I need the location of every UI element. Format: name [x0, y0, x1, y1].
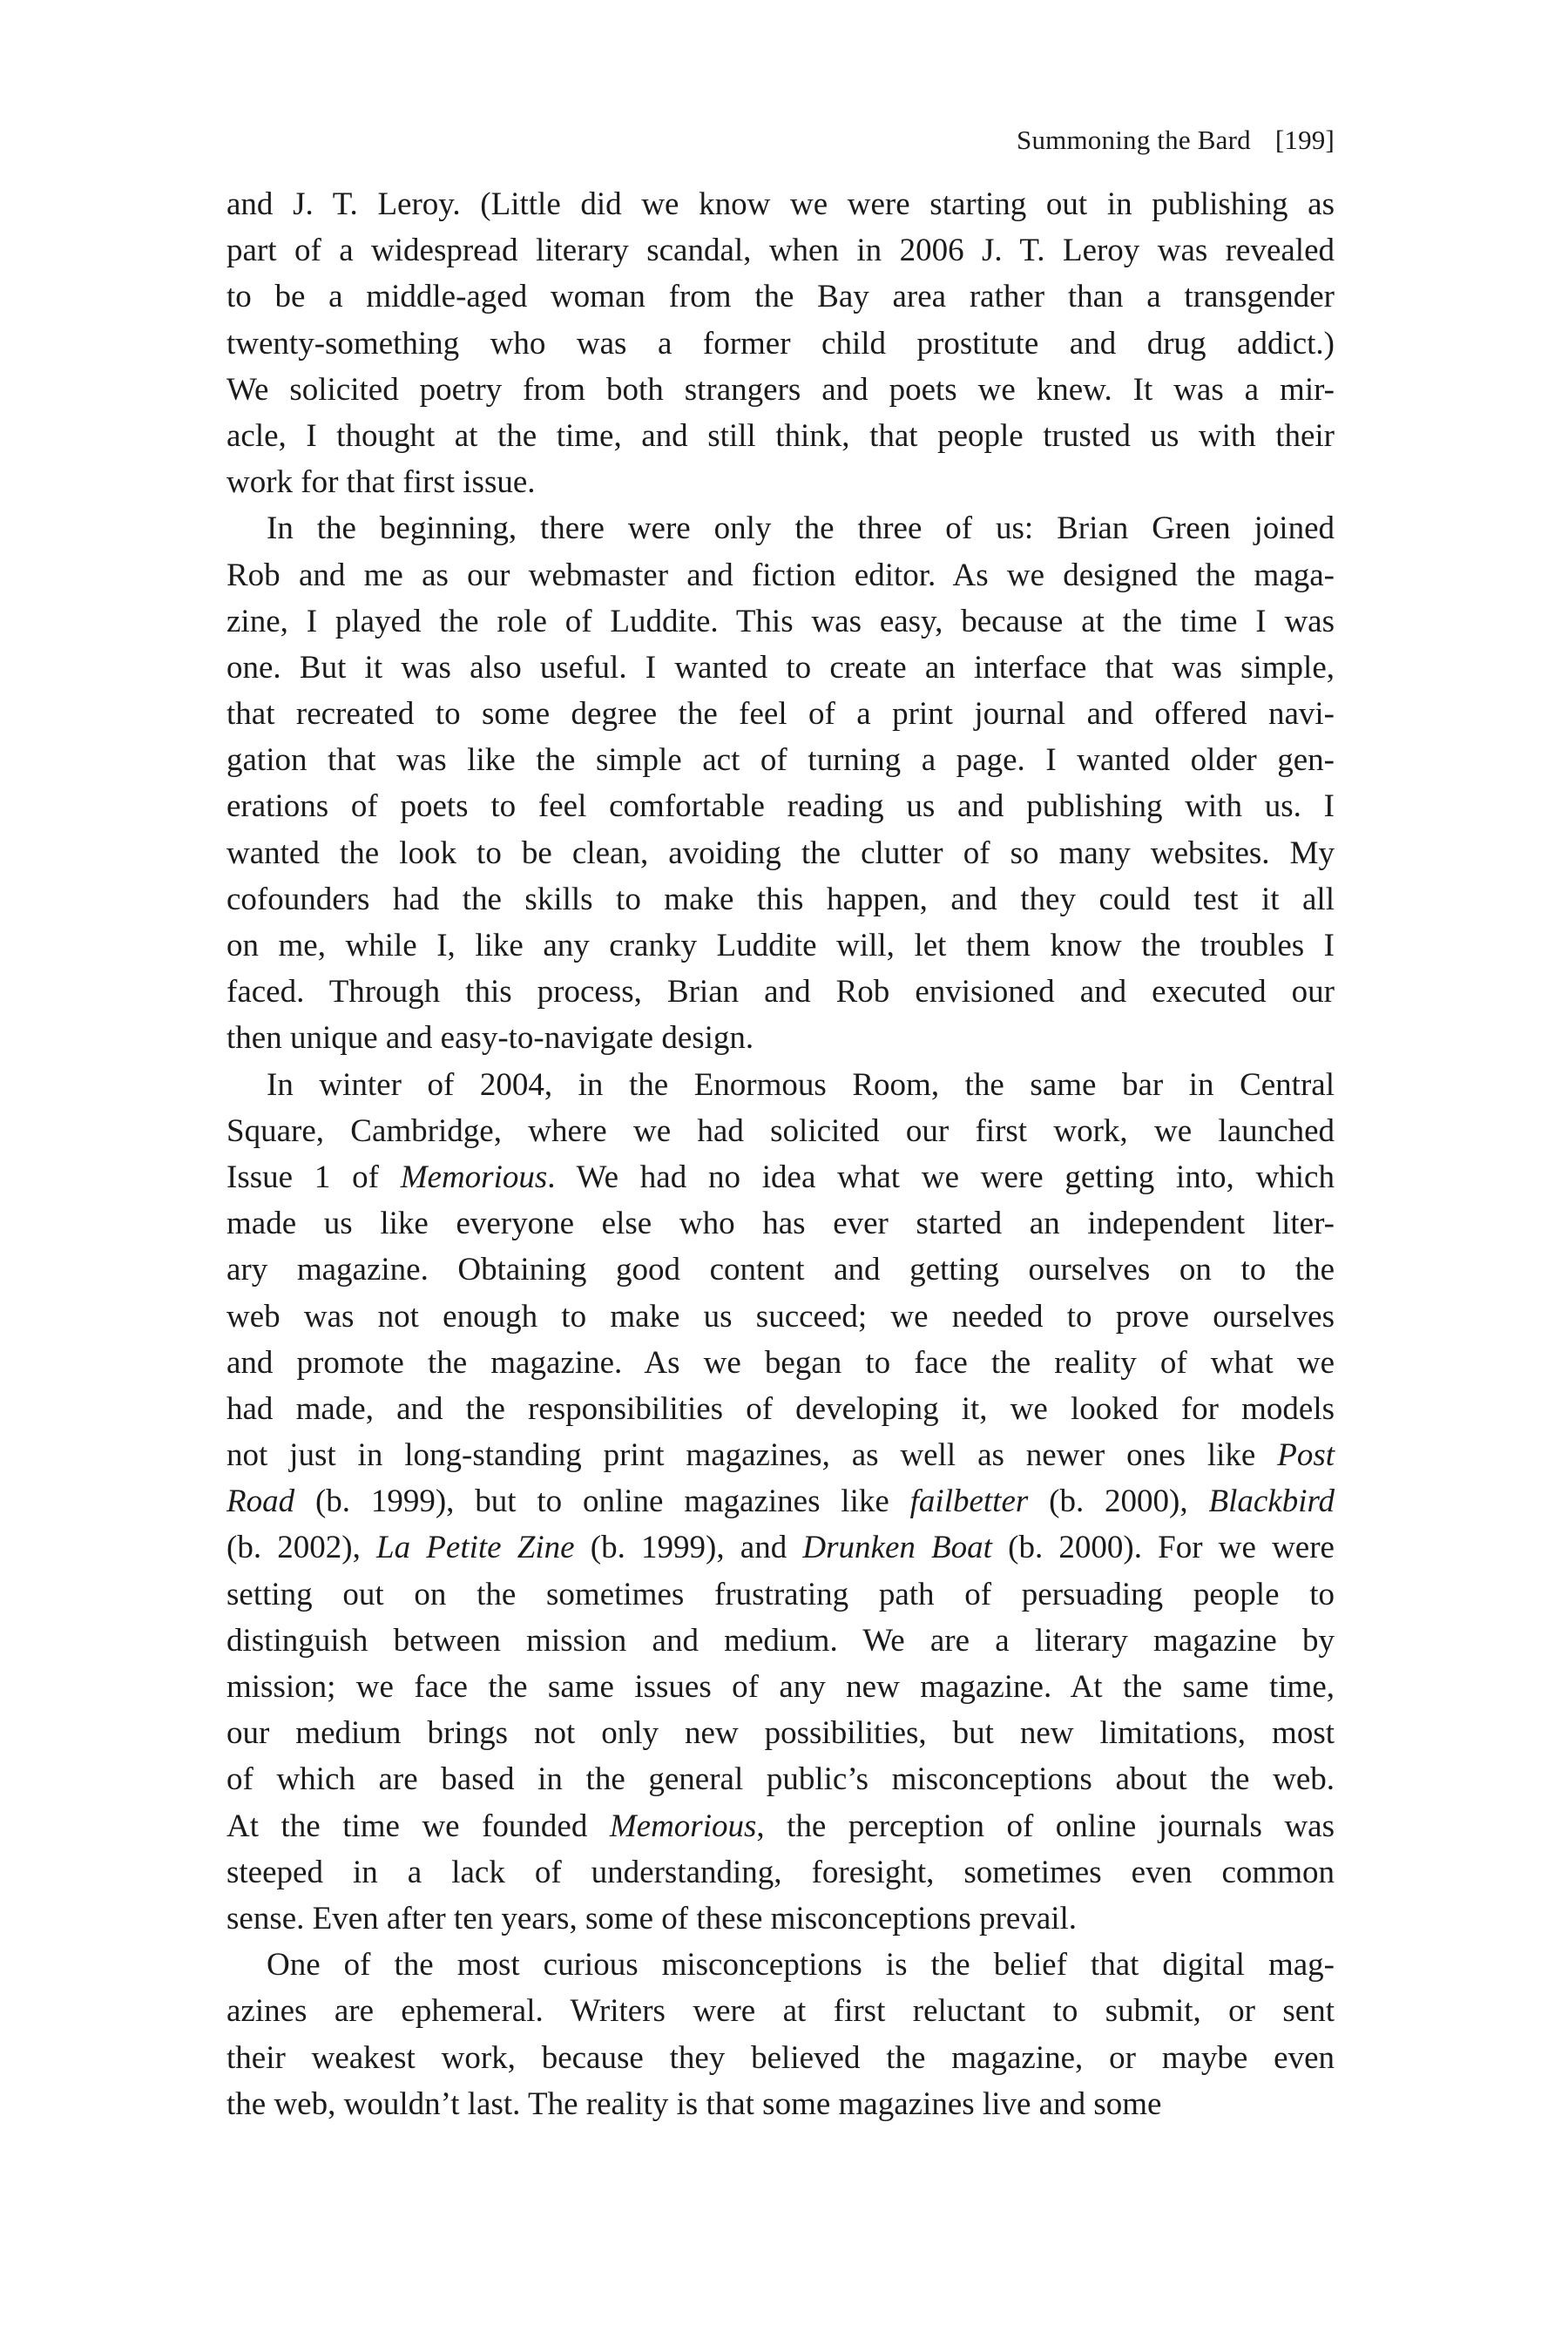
text-line: made us like everyone else who has ever started an independent liter-: [226, 1206, 1335, 1242]
text-line: steeped in a lack of understanding, foresight, sometimes even common: [226, 1854, 1335, 1890]
italic-title: failbetter: [909, 1484, 1029, 1520]
paragraph: [226, 1942, 1335, 2127]
text-line: wanted the look to be clean, avoiding the clutter of so many websites. My: [226, 835, 1335, 871]
text-line: faced. Through this process, Brian and Rob envisioned and executed our: [226, 974, 1335, 1010]
text-line: acle, I thought at the time, and still think, that people trusted us with their: [226, 417, 1335, 454]
text-line: of which are based in the general public’s misconceptions about the web.: [226, 1761, 1335, 1798]
text-line: zine, I played the role of Luddite. This was easy, because at the time I was: [226, 603, 1335, 639]
paragraph: [226, 505, 1335, 1061]
text-line: on me, while I, like any cranky Luddite will, let them know the troubles I: [226, 928, 1335, 963]
text-line: part of a widespread literary scandal, when in 2006 J. T. Leroy was revealed: [226, 233, 1335, 269]
text-line: sense. Even after ten years, some of these misconceptions prevail.: [226, 1900, 1078, 1936]
text-line: their weakest work, because they believed the magazine, or maybe even: [226, 2039, 1335, 2076]
text-line: and J. T. Leroy. (Little did we know we were starting out in publishing as: [226, 186, 1335, 222]
text-line: the web, wouldn’t last. The reality is that some magazines live and some: [226, 2085, 1162, 2122]
text-line: gation that was like the simple act of turning a page. I wanted older gen-: [226, 742, 1335, 779]
text-line: that recreated to some degree the feel of a print journal and offered navi-: [226, 696, 1335, 733]
text-line: azines are ephemeral. Writers were at first reluctant to submit, or sent: [226, 1993, 1335, 2030]
paragraph: [226, 181, 1335, 505]
italic-title: Drunken Boat: [802, 1530, 992, 1566]
text-line: had made, and the responsibilities of developing it, we looked for models: [226, 1390, 1335, 1427]
paragraph: [226, 1062, 1335, 1943]
text-line: to be a middle-aged woman from the Bay area rather than a transgender: [226, 279, 1335, 315]
text-line: Road (b. 1999), but to online magazines like failbetter (b. 2000), Blackbird: [226, 1484, 1335, 1520]
running-head: [226, 122, 1335, 159]
text-line: ary magazine. Obtaining good content and getting ourselves on to the: [226, 1252, 1335, 1288]
text-line: setting out on the sometimes frustrating path of persuading people to: [226, 1576, 1335, 1612]
text-line: Rob and me as our webmaster and fiction editor. As we designed the maga-: [226, 557, 1335, 593]
text-line: not just in long-standing print magazines, as well as newer ones like Post: [226, 1437, 1335, 1474]
italic-title: La Petite Zine: [376, 1530, 575, 1566]
text-line: In the beginning, there were only the three of us: Brian Green joined: [267, 510, 1335, 547]
page-number: [199]: [1274, 125, 1335, 155]
italic-title: Memorious: [609, 1808, 757, 1844]
italic-title: Post: [1277, 1437, 1335, 1474]
text-line: We solicited poetry from both strangers and poets we knew. It was a mir-: [226, 371, 1335, 408]
text-line: (b. 2002), La Petite Zine (b. 1999), and Drunken Boat (b. 2000). For we were: [226, 1530, 1335, 1566]
text-line: erations of poets to feel comfortable reading us and publishing with us. I: [226, 788, 1335, 825]
text-line: web was not enough to make us succeed; we needed to prove ourselves: [226, 1298, 1335, 1335]
text-line: our medium brings not only new possibilities, but new limitations, most: [226, 1715, 1335, 1752]
text-line: work for that first issue.: [226, 464, 536, 501]
text-block: [226, 122, 1335, 2127]
text-line: One of the most curious misconceptions is the belief that digital mag-: [267, 1947, 1335, 1984]
italic-title: Blackbird: [1208, 1484, 1335, 1520]
text-line: then unique and easy-to-navigate design.: [226, 1020, 754, 1057]
text-line: Square, Cambridge, where we had solicited our first work, we launched: [226, 1112, 1335, 1149]
italic-title: Road: [226, 1484, 295, 1520]
article-body: [226, 181, 1335, 2127]
text-line: Issue 1 of Memorious. We had no idea what we were getting into, which: [226, 1159, 1335, 1195]
text-line: and promote the magazine. As we began to face the reality of what we: [226, 1344, 1335, 1381]
text-line: At the time we founded Memorious, the perception of online journals was: [226, 1808, 1335, 1844]
text-line: cofounders had the skills to make this happen, and they could test it all: [226, 881, 1335, 917]
text-line: distinguish between mission and medium. We are a literary magazine by: [226, 1622, 1335, 1659]
text-line: In winter of 2004, in the Enormous Room, the same bar in Central: [267, 1066, 1335, 1103]
text-line: twenty-something who was a former child prostitute and drug addict.): [226, 325, 1335, 362]
italic-title: Memorious: [400, 1159, 548, 1195]
text-line: mission; we face the same issues of any new magazine. At the same time,: [226, 1669, 1335, 1705]
text-line: one. But it was also useful. I wanted to create an interface that was simple,: [226, 649, 1335, 686]
running-head-title: Summoning the Bard: [1017, 125, 1251, 155]
